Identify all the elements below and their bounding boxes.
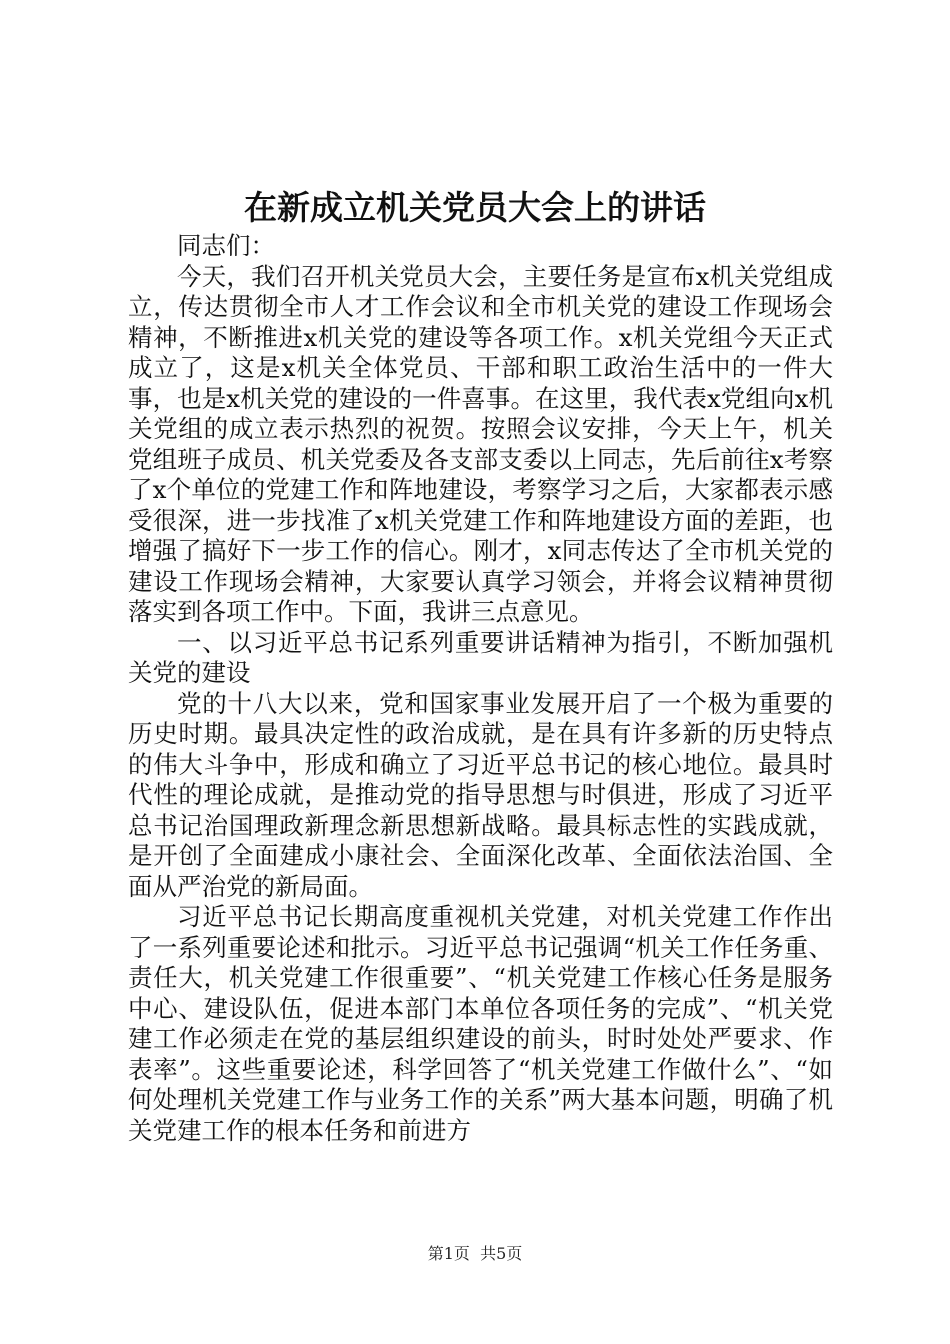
document-body <box>128 231 833 1146</box>
page-total: 共5页 <box>480 1244 523 1263</box>
section-heading-1: 一、以习近平总书记系列重要讲话精神为指引，不断加强机关党的建设 <box>128 627 833 687</box>
intro-paragraph: 今天，我们召开机关党员大会，主要任务是宣布x机关党组成立，传达贯彻全市人才工作会议和全市机关党的建设工作现场会精神，不断推进x机关党的建设等各项工作。x机关党组今天正式成立了，这是x机关全体党员、干部和职工政治生活中的一件大事，也是x机关党的建设的一件喜事。在这里，我代表x党组向x机关党组的成立表示热烈的祝贺。按照会议安排，今天上午，机关党组班子成员、机关党委及各支部支委以上同志，先后前往x考察了x个单位的党建工作和阵地建设，考察学习之后，大家都表示感受很深，进一步找准了x机关党建工作和阵地建设方面的差距，也增强了搞好下一步工作的信心。刚才，x同志传达了全市机关党的建设工作现场会精神，大家要认真学习领会，并将会议精神贯彻落实到各项工作中。下面，我讲三点意见。 <box>128 261 833 626</box>
body-paragraph: 党的十八大以来，党和国家事业发展开启了一个极为重要的历史时期。最具决定性的政治成就，是在具有许多新的历史特点的伟大斗争中，形成和确立了习近平总书记的核心地位。最具时代性的理论成就，是推动党的指导思想与时俱进，形成了习近平总书记治国理政新理念新思想新战略。最具标志性的实践成就，是开创了全面建成小康社会、全面深化改革、全面依法治国、全面从严治党的新局面。 <box>128 688 833 901</box>
body-paragraph: 习近平总书记长期高度重视机关党建，对机关党建工作作出了一系列重要论述和批示。习近平总书记强调“机关工作任务重、责任大，机关党建工作很重要”、“机关党建工作核心任务是服务中心、建设队伍，促进本部门本单位各项任务的完成”、“机关党建工作必须走在党的基层组织建设的前头，时时处处严要求、作表率”。这些重要论述，科学回答了“机关党建工作做什么”、“如何处理机关党建工作与业务工作的关系”两大基本问题，明确了机关党建工作的根本任务和前进方 <box>128 902 833 1145</box>
salutation-paragraph: 同志们： <box>177 231 275 260</box>
page-number: 第1页 <box>427 1244 470 1263</box>
document-title: 在新成立机关党员大会上的讲话 <box>244 188 706 227</box>
page-footer <box>0 1244 950 1264</box>
